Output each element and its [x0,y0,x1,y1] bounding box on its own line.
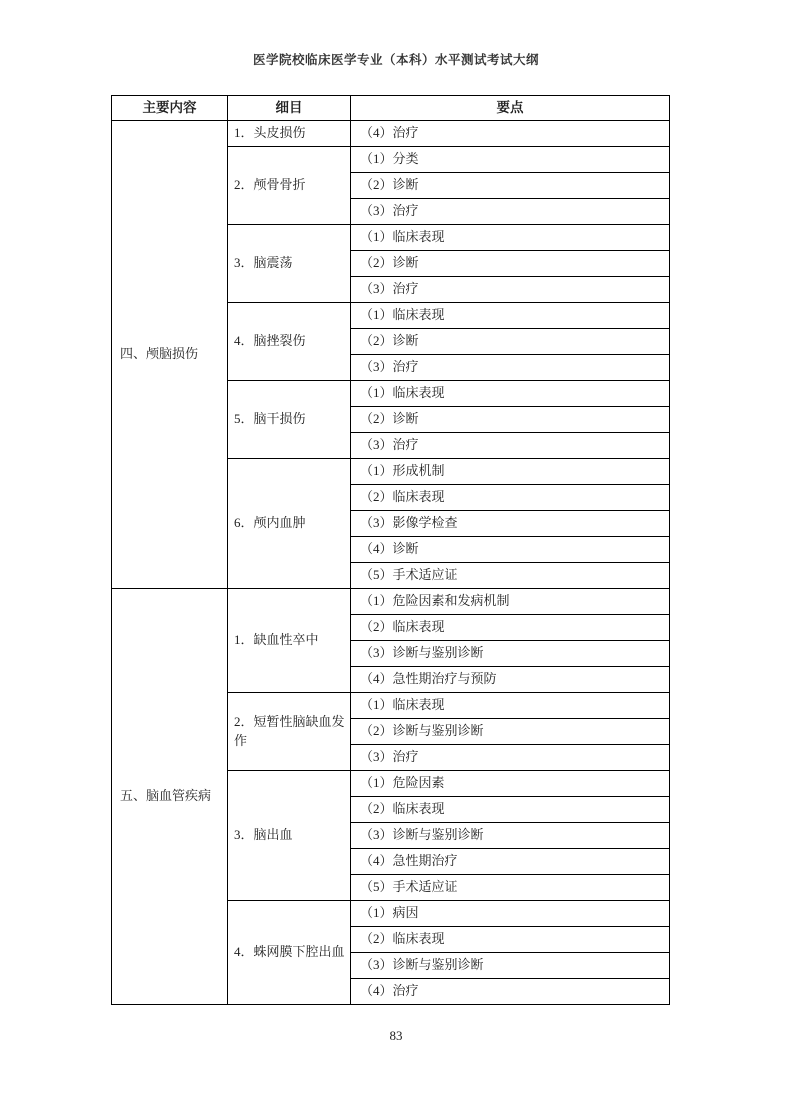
point-cell: （2）诊断 [351,407,670,433]
point-cell: （3）诊断与鉴别诊断 [351,953,670,979]
point-cell: （2）临床表现 [351,485,670,511]
point-cell: （2）临床表现 [351,615,670,641]
point-cell: （1）危险因素和发病机制 [351,589,670,615]
point-cell: （1）临床表现 [351,693,670,719]
point-cell: （2）诊断 [351,251,670,277]
point-cell: （1）临床表现 [351,381,670,407]
point-cell: （3）治疗 [351,277,670,303]
point-cell: （2）诊断 [351,329,670,355]
point-cell: （4）治疗 [351,979,670,1005]
main-content-cell: 四、颅脑损伤 [112,121,228,589]
item-cell: 4．脑挫裂伤 [228,303,351,381]
document-header: 医学院校临床医学专业（本科）水平测试考试大纲 [252,53,539,67]
column-header-item: 细目 [228,96,351,121]
point-cell: （3）治疗 [351,199,670,225]
page-number: 83 [389,1028,403,1043]
item-cell: 1．头皮损伤 [228,121,351,147]
column-header-main-content: 主要内容 [112,96,228,121]
point-cell: （2）诊断 [351,173,670,199]
point-cell: （5）手术适应证 [351,563,670,589]
point-cell: （4）治疗 [351,121,670,147]
point-cell: （4）急性期治疗 [351,849,670,875]
point-cell: （1）临床表现 [351,225,670,251]
column-header-key-points: 要点 [351,96,670,121]
point-cell: （3）影像学检查 [351,511,670,537]
point-cell: （1）病因 [351,901,670,927]
item-cell: 2．颅骨骨折 [228,147,351,225]
point-cell: （3）治疗 [351,355,670,381]
point-cell: （3）治疗 [351,745,670,771]
syllabus-table-container [111,95,670,1005]
point-cell: （2）临床表现 [351,797,670,823]
point-cell: （5）手术适应证 [351,875,670,901]
item-cell: 6．颅内血肿 [228,459,351,589]
point-cell: （3）治疗 [351,433,670,459]
point-cell: （2）临床表现 [351,927,670,953]
item-cell: 1．缺血性卒中 [228,589,351,693]
point-cell: （2）诊断与鉴别诊断 [351,719,670,745]
table-row [112,121,670,147]
point-cell: （4）诊断 [351,537,670,563]
point-cell: （1）分类 [351,147,670,173]
point-cell: （1）临床表现 [351,303,670,329]
item-cell: 2．短暂性脑缺血发作 [228,693,351,771]
item-cell: 3．脑震荡 [228,225,351,303]
syllabus-table [111,95,670,1005]
point-cell: （4）急性期治疗与预防 [351,667,670,693]
point-cell: （3）诊断与鉴别诊断 [351,641,670,667]
main-content-cell: 五、脑血管疾病 [112,589,228,1005]
point-cell: （1）危险因素 [351,771,670,797]
table-header-row [112,96,670,121]
table-row [112,589,670,615]
point-cell: （3）诊断与鉴别诊断 [351,823,670,849]
item-cell: 5．脑干损伤 [228,381,351,459]
item-cell: 4．蛛网膜下腔出血 [228,901,351,1005]
item-cell: 3．脑出血 [228,771,351,901]
point-cell: （1）形成机制 [351,459,670,485]
